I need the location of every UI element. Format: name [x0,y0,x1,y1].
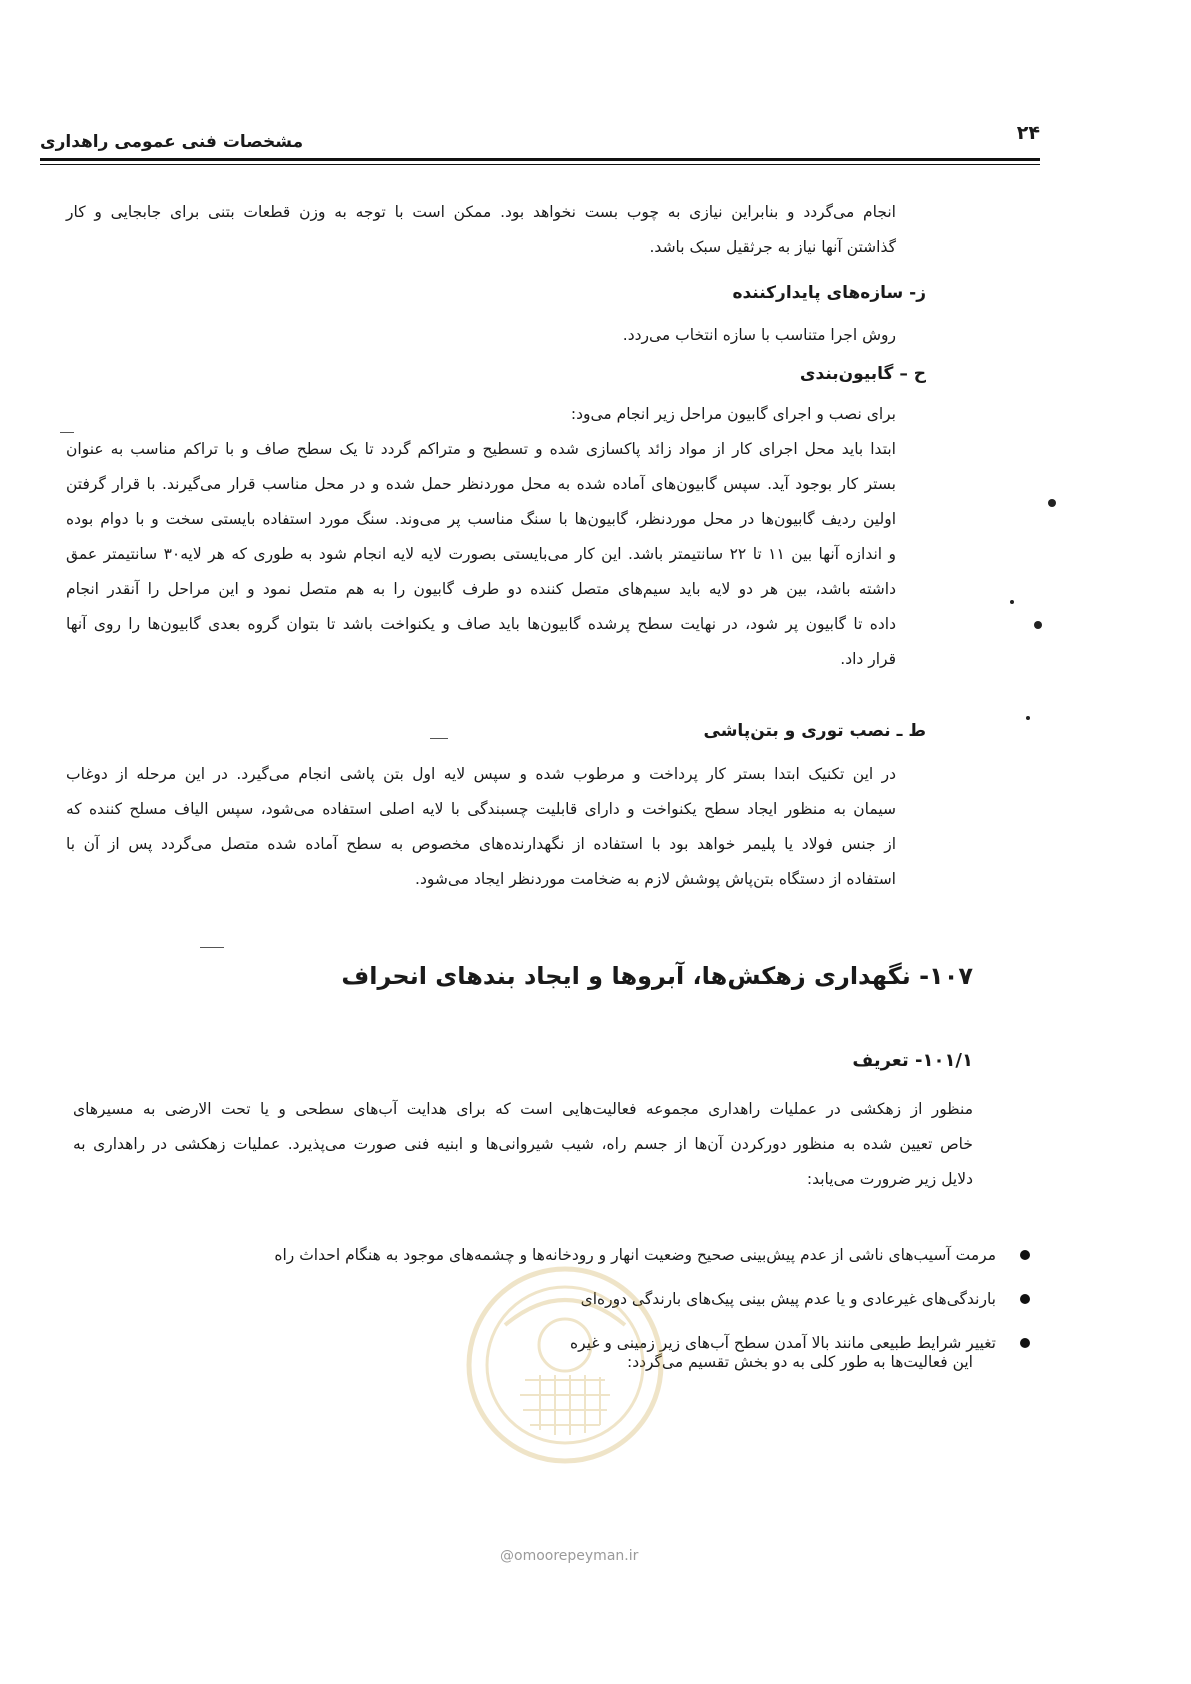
subsection-h-paragraph [66,397,896,677]
watermark-url: @omoorepeyman.ir [500,1548,639,1564]
intro-paragraph [66,195,896,265]
section-heading-107: ۱۰۷- نگهداری زهکش‌ها، آبروها و ایجاد بندهای انحراف [341,962,973,990]
definition-paragraph [73,1092,973,1197]
subsection-t-paragraph [66,757,896,897]
list-item-text: مرمت آسیب‌های ناشی از عدم پیش‌بینی صحیح وضعیت انهار و رودخانه‌ها و چشمه‌های موجود به هنگام احداث راه [274,1246,996,1264]
list-item-text: تغییر شرایط طبیعی مانند بالا آمدن سطح آب‌های زیر زمینی و غیره [569,1334,996,1352]
header-rule-thin [40,164,1040,165]
margin-dot [1048,499,1056,507]
text-line: داشته باشد، بین هر دو لایه باید سیم‌های متصل کننده دو طرف گابیون را به هم متصل نمود و این مراحل را آنقدر انجام [66,580,896,598]
text-line: گذاشتن آنها نیاز به جرثقیل سبک باشد. [649,238,896,256]
bullet-icon [1020,1250,1030,1260]
bullet-icon [1020,1338,1030,1348]
subsection-heading-t: ط ـ نصب توری و بتن‌پاشی [703,721,926,741]
scan-mark [430,738,448,739]
running-title: مشخصات فنی عمومی راهداری [40,132,304,152]
text-line: بستر کار بوجود آید. سپس گابیون‌های آماده شده به محل موردنظر حمل شده و در محل مناسب قرار می‌گیرند. با قرار گرفتن [66,475,896,493]
text-line: استفاده از دستگاه بتن‌پاش پوشش لازم به ضخامت موردنظر ایجاد می‌شود. [415,870,896,888]
subsection-heading-h: ح – گابیون‌بندی [799,364,926,384]
text-line: داده تا گابیون پر شود، در نهایت سطح پرشده گابیون‌ها باید صاف و یکنواخت باشد تا بتوان گروه بعدی گابیون‌ها را روی آنها [66,615,896,633]
subsection-heading-107-1: ۱۰۱/۱- تعریف [852,1050,973,1071]
text-line: انجام می‌گردد و بنابراین نیازی به چوب بست نخواهد بود. ممکن است با توجه به وزن قطعات بتنی برای جابجایی و کار [66,203,896,221]
margin-dot [1034,621,1042,629]
scan-mark [60,432,74,433]
list-item-text: بارندگی‌های غیرعادی و یا عدم پیش بینی پیک‌های بارندگی دوره‌ای [580,1290,996,1308]
text-line: برای نصب و اجرای گابیون مراحل زیر انجام می‌ود: [570,405,896,423]
bullet-icon [1020,1294,1030,1304]
text-line: خاص تعیین شده به منظور دورکردن آن‌ها از جسم راه، شیب شیروانی‌ها و ابنیه فنی صورت می‌پذیرد. عملیات زهکشی در راهداری به [73,1135,973,1153]
text-line: و اندازه آنها بین ۱۱ تا ۲۲ سانتیمتر باشد. این کار می‌بایستی بصورت لایه لایه انجام شود به طوری که هر لایه۳۰ سانتیمتر عمق [66,545,897,563]
header-rule [40,158,1040,161]
page-number: ۲۴ [1016,122,1040,144]
scan-mark [200,947,224,948]
text-line: ابتدا باید محل اجرای کار از مواد زائد پاکسازی شده و تسطیح و متراکم گردد تا یک سطح صاف و با تراکم مناسب به عنوان [66,440,896,458]
watermark-seal-icon [465,1265,665,1465]
margin-dot [1026,716,1030,720]
closing-line: این فعالیت‌ها به طور کلی به دو بخش تقسیم می‌گردد: [626,1353,973,1371]
page-header [40,122,1040,152]
text-line: در این تکنیک ابتدا بستر کار پرداخت و مرطوب شده و سپس لایه اول بتن پاشی انجام می‌گیرد. در این مرحله از دوغاب [66,765,896,783]
text-line: منظور از زهکشی در عملیات راهداری مجموعه فعالیت‌هایی است که برای هدایت آب‌های سطحی و یا تحت الارضی به مسیرهای [73,1100,973,1118]
text-line: سیمان به منظور ایجاد سطح یکنواخت و دارای قابلیت چسبندگی با لایه اصلی استفاده می‌شود، سپس الیاف مسلح کننده که [66,800,896,818]
text-line: دلایل زیر ضرورت می‌یابد: [806,1170,973,1188]
margin-dot [1010,600,1014,604]
text-line: اولین ردیف گابیون‌ها در محل موردنظر، گابیون‌ها با سنگ مناسب پر می‌وند. سنگ مورد استفاده بایستی سخت و با دوام بوده [66,510,896,528]
subsection-z-text: روش اجرا متناسب با سازه انتخاب می‌ردد. [622,326,896,344]
text-line: قرار داد. [840,650,896,668]
text-line: از جنس فولاد یا پلیمر خواهد بود با استفاده از نگهدارنده‌های مخصوص به سطح آماده شده متصل می‌گردد پس از آن با [66,835,896,853]
subsection-heading-z: ز- سازه‌های پایدارکننده [732,283,926,303]
